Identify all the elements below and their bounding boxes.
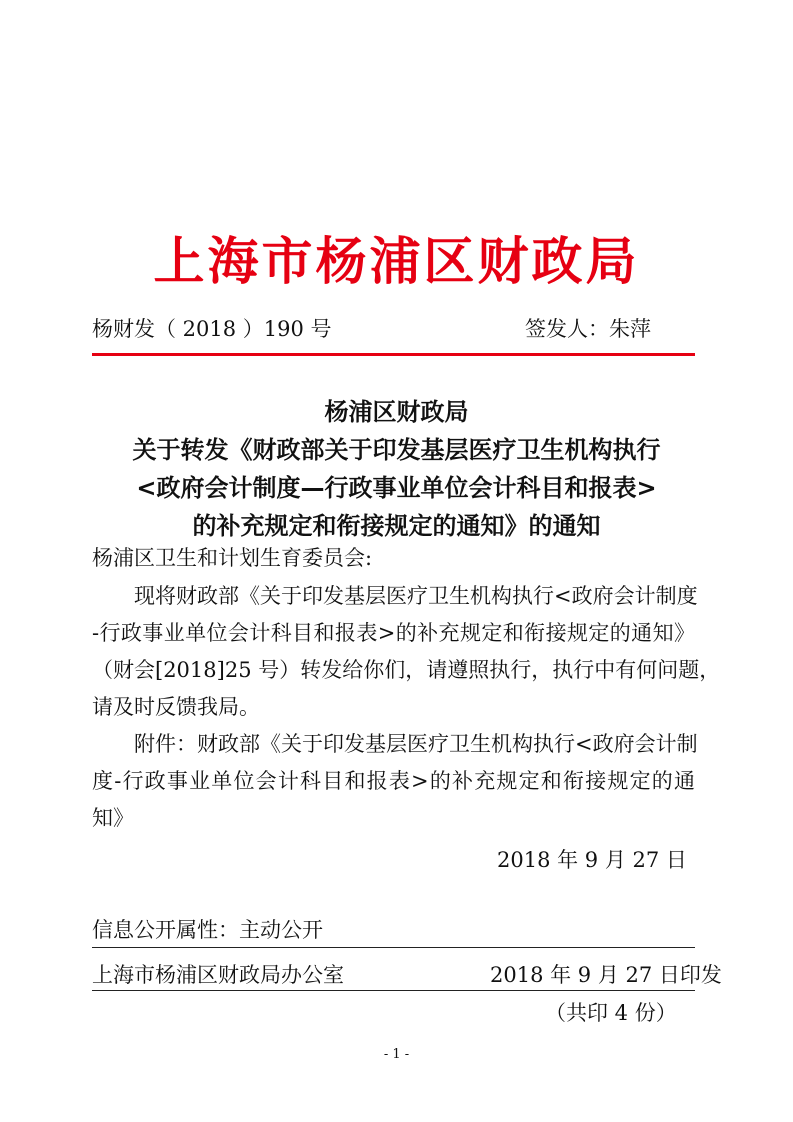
attachment-line: 度-行政事业单位会计科目和报表>的补充规定和衔接规定的通 [92,769,695,793]
footer-rule-bottom [92,990,695,991]
attachment-line: 附件：财政部《关于印发基层医疗卫生机构执行<政府会计制 [134,732,698,756]
document-title-line-1: 杨浦区财政局 [324,398,469,426]
disclosure-attribute: 信息公开属性：主动公开 [92,918,323,942]
issuing-authority-header: 上海市杨浦区财政局 [153,233,640,292]
print-date: 2018 年 9 月 27 日印发 [490,963,722,987]
paragraph-line: -行政事业单位会计科目和报表>的补充规定和衔接规定的通知》 [92,621,695,645]
attachment-line: 知》 [92,806,134,830]
paragraph-line: 现将财政部《关于印发基层医疗卫生机构执行<政府会计制度 [134,584,698,608]
copies-count: （共印 4 份） [545,1001,677,1025]
issuing-office: 上海市杨浦区财政局办公室 [92,963,344,987]
recipient-salutation: 杨浦区卫生和计划生育委员会: [92,546,373,570]
issuer-signatory: 签发人：朱萍 [525,317,651,341]
paragraph-line: （财会[2018]25 号）转发给你们，请遵照执行，执行中有何问题， [92,658,721,682]
document-title-line-3: <政府会计制度—行政事业单位会计科目和报表> [136,474,657,502]
red-separator-rule [92,353,695,356]
document-title-line-2: 关于转发《财政部关于印发基层医疗卫生机构执行 [132,436,661,464]
issue-date: 2018 年 9 月 27 日 [497,848,687,872]
footer-rule-top [92,947,695,948]
page-number: - 1 - [383,1047,410,1062]
paragraph-line: 请及时反馈我局。 [92,695,260,719]
document-number: 杨财发（ 2018 ）190 号 [92,317,332,341]
document-title-line-4: 的补充规定和衔接规定的通知》的通知 [192,512,601,540]
